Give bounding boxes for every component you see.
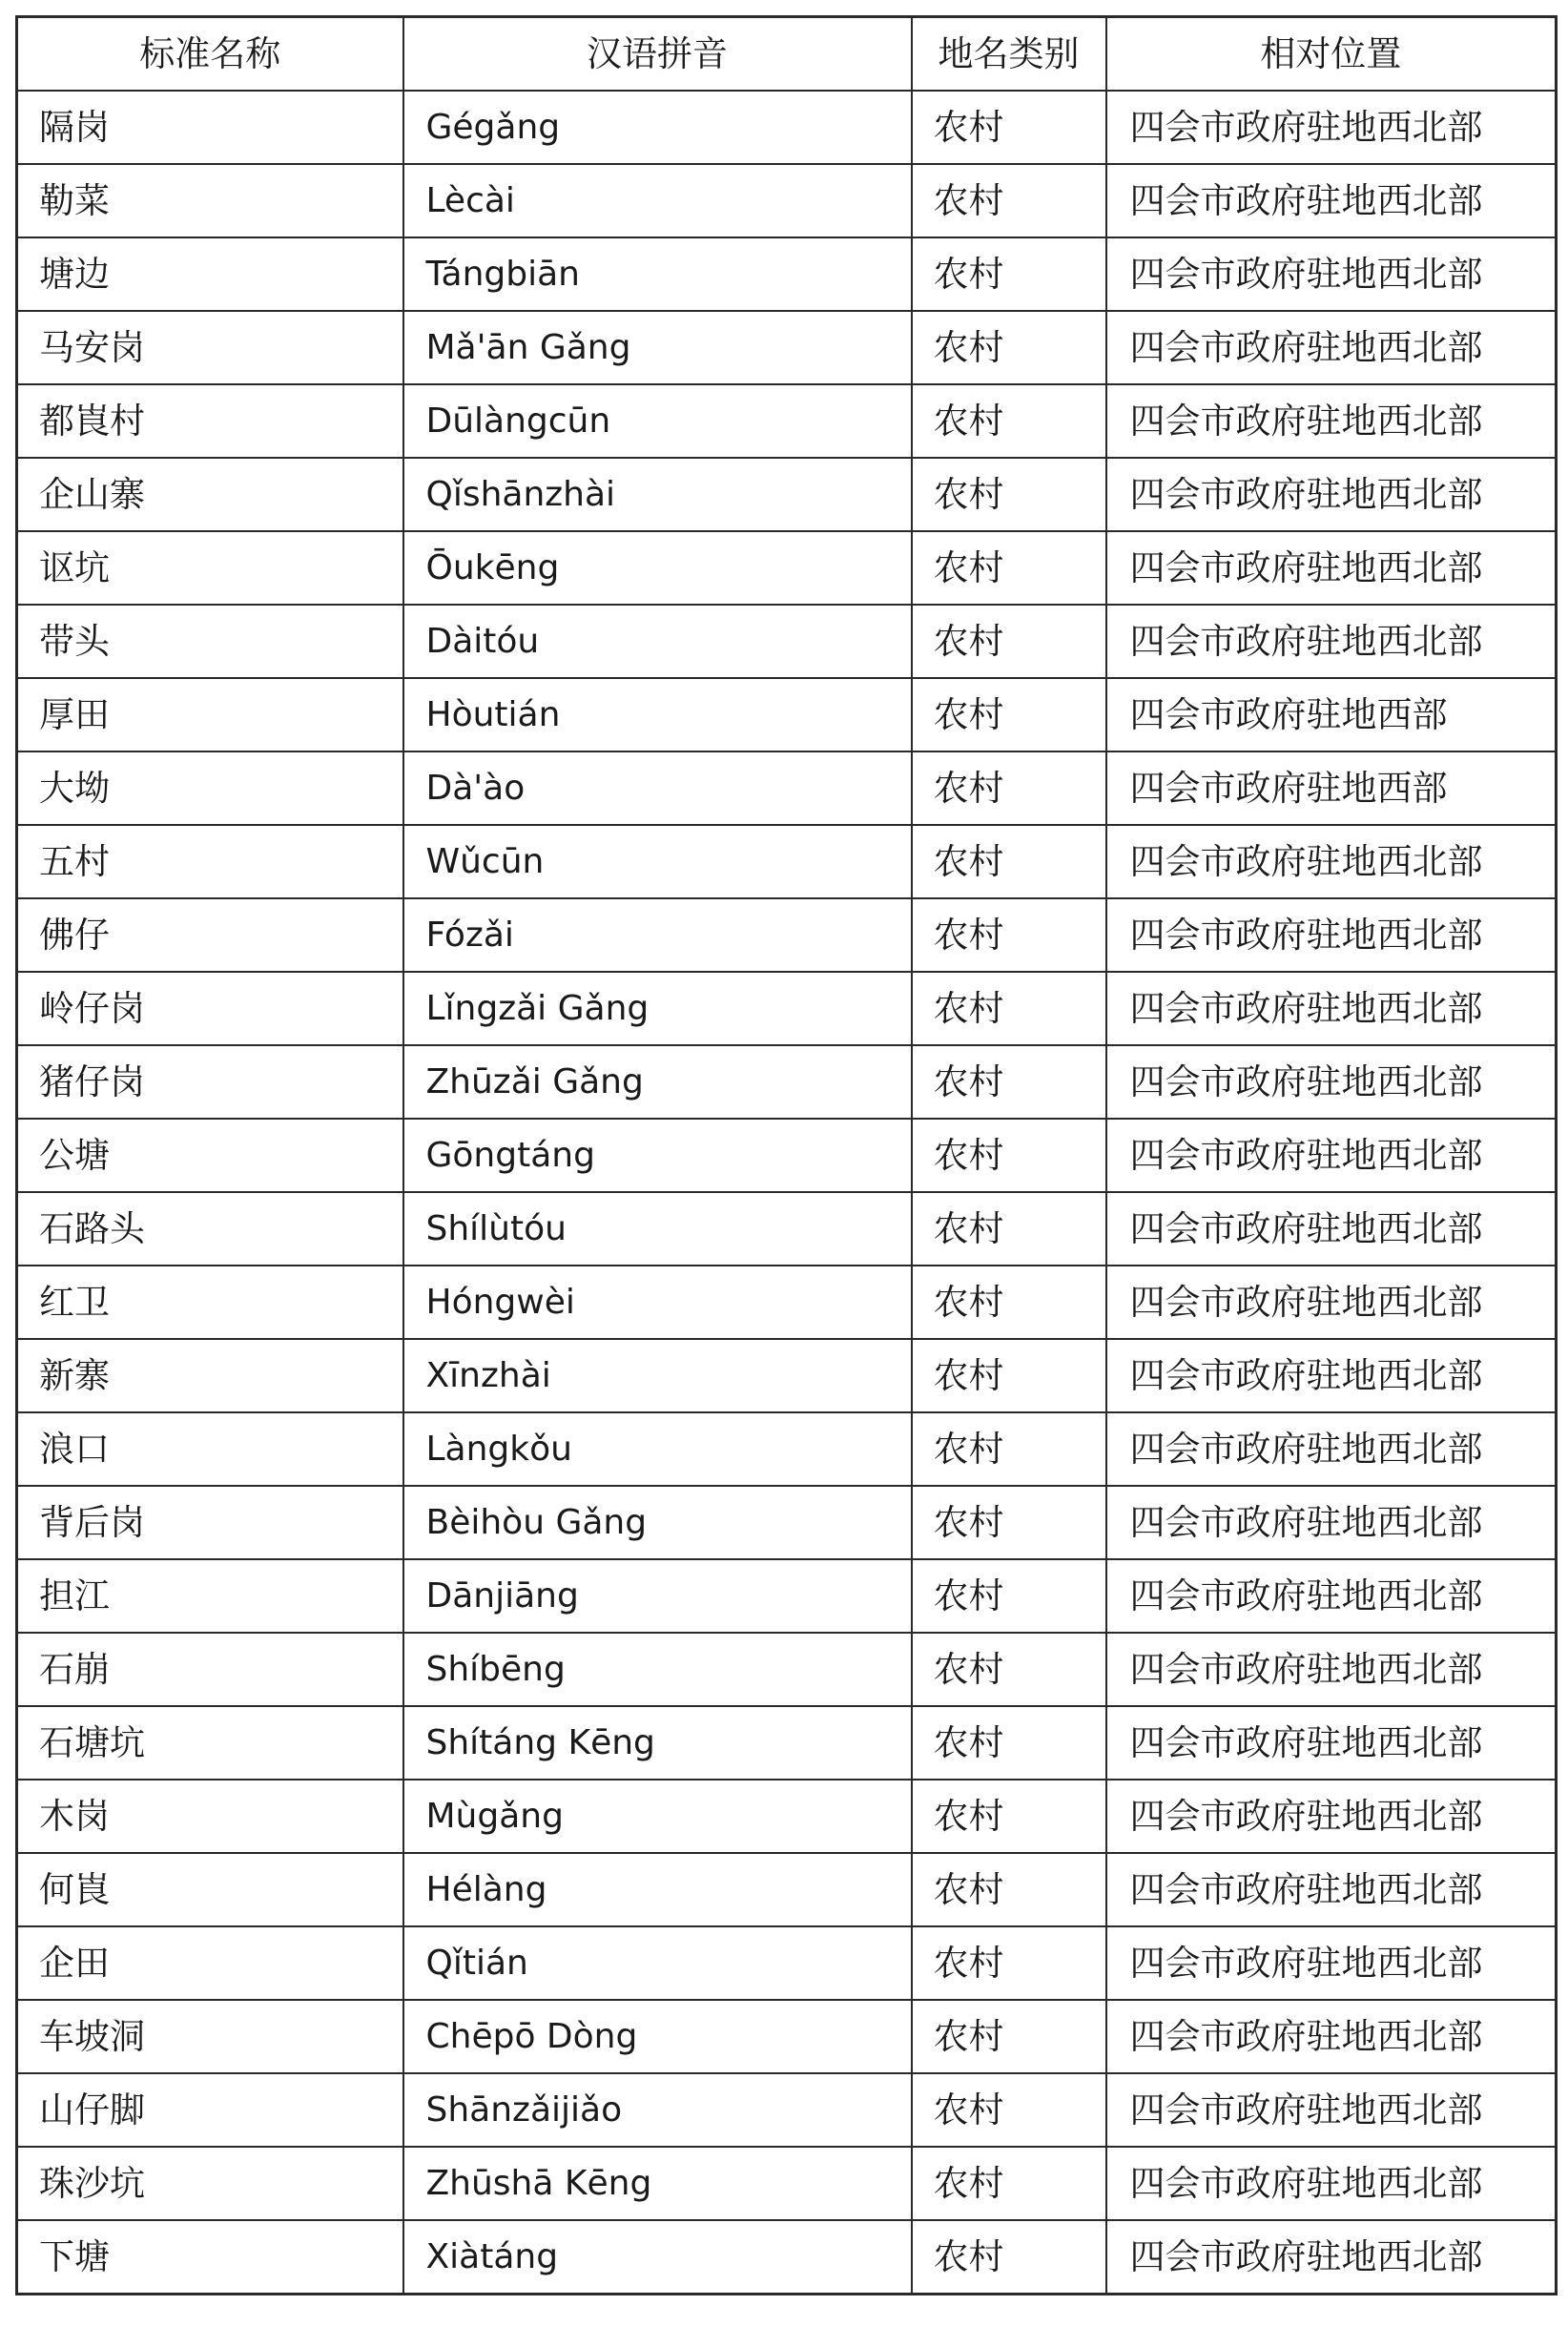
cell-relative-location: 四会市政府驻地西北部	[1106, 1486, 1557, 1559]
cell-pinyin: Bèihòu Gǎng	[403, 1486, 912, 1559]
cell-pinyin: Hélàng	[403, 1853, 912, 1926]
header-row	[17, 17, 1557, 92]
cell-relative-location: 四会市政府驻地西北部	[1106, 91, 1557, 164]
cell-relative-location: 四会市政府驻地西北部	[1106, 1633, 1557, 1706]
cell-category: 农村	[912, 751, 1106, 825]
cell-category: 农村	[912, 2073, 1106, 2147]
cell-standard-name: 何崀	[17, 1853, 403, 1926]
cell-pinyin: Hòutián	[403, 678, 912, 751]
cell-pinyin: Xiàtáng	[403, 2220, 912, 2295]
cell-standard-name: 带头	[17, 605, 403, 678]
cell-pinyin: Gōngtáng	[403, 1119, 912, 1192]
cell-pinyin: Hóngwèi	[403, 1266, 912, 1339]
header-standard-name: 标准名称	[17, 17, 403, 92]
cell-category: 农村	[912, 1339, 1106, 1412]
cell-pinyin: Qǐshānzhài	[403, 458, 912, 531]
cell-category: 农村	[912, 1486, 1106, 1559]
cell-category: 农村	[912, 1633, 1106, 1706]
cell-category: 农村	[912, 1412, 1106, 1486]
cell-standard-name: 五村	[17, 825, 403, 898]
cell-standard-name: 隔岗	[17, 91, 403, 164]
cell-standard-name: 讴坑	[17, 531, 403, 605]
cell-pinyin: Mǎ'ān Gǎng	[403, 311, 912, 384]
cell-relative-location: 四会市政府驻地西北部	[1106, 898, 1557, 972]
cell-standard-name: 公塘	[17, 1119, 403, 1192]
table-row	[17, 91, 1557, 164]
cell-category: 农村	[912, 1045, 1106, 1119]
cell-standard-name: 猪仔岗	[17, 1045, 403, 1119]
cell-category: 农村	[912, 1853, 1106, 1926]
table-row	[17, 1266, 1557, 1339]
table-row	[17, 531, 1557, 605]
cell-relative-location: 四会市政府驻地西部	[1106, 751, 1557, 825]
table-row	[17, 1706, 1557, 1780]
cell-standard-name: 浪口	[17, 1412, 403, 1486]
cell-relative-location: 四会市政府驻地西北部	[1106, 531, 1557, 605]
cell-relative-location: 四会市政府驻地西北部	[1106, 1412, 1557, 1486]
cell-category: 农村	[912, 2220, 1106, 2295]
cell-standard-name: 山仔脚	[17, 2073, 403, 2147]
table-row	[17, 605, 1557, 678]
cell-relative-location: 四会市政府驻地西北部	[1106, 1926, 1557, 2000]
cell-category: 农村	[912, 898, 1106, 972]
cell-category: 农村	[912, 678, 1106, 751]
cell-pinyin: Shítáng Kēng	[403, 1706, 912, 1780]
cell-pinyin: Chēpō Dòng	[403, 2000, 912, 2073]
cell-pinyin: Dàitóu	[403, 605, 912, 678]
cell-standard-name: 担江	[17, 1559, 403, 1633]
cell-pinyin: Lècài	[403, 164, 912, 237]
cell-standard-name: 岭仔岗	[17, 972, 403, 1045]
cell-category: 农村	[912, 384, 1106, 458]
cell-relative-location: 四会市政府驻地西北部	[1106, 1192, 1557, 1266]
table-row	[17, 2073, 1557, 2147]
table-row	[17, 2000, 1557, 2073]
cell-relative-location: 四会市政府驻地西北部	[1106, 2073, 1557, 2147]
cell-relative-location: 四会市政府驻地西北部	[1106, 164, 1557, 237]
cell-category: 农村	[912, 531, 1106, 605]
cell-relative-location: 四会市政府驻地西北部	[1106, 825, 1557, 898]
cell-relative-location: 四会市政府驻地西北部	[1106, 1706, 1557, 1780]
cell-relative-location: 四会市政府驻地西北部	[1106, 1266, 1557, 1339]
cell-standard-name: 下塘	[17, 2220, 403, 2295]
table-row	[17, 1853, 1557, 1926]
cell-relative-location: 四会市政府驻地西北部	[1106, 2000, 1557, 2073]
cell-category: 农村	[912, 825, 1106, 898]
table-row	[17, 972, 1557, 1045]
cell-category: 农村	[912, 1926, 1106, 2000]
table-row	[17, 898, 1557, 972]
table-row	[17, 237, 1557, 311]
cell-pinyin: Gégǎng	[403, 91, 912, 164]
cell-relative-location: 四会市政府驻地西北部	[1106, 1339, 1557, 1412]
cell-category: 农村	[912, 1780, 1106, 1853]
table-row	[17, 1486, 1557, 1559]
cell-pinyin: Zhūzǎi Gǎng	[403, 1045, 912, 1119]
cell-pinyin: Dānjiāng	[403, 1559, 912, 1633]
cell-standard-name: 厚田	[17, 678, 403, 751]
cell-relative-location: 四会市政府驻地西北部	[1106, 237, 1557, 311]
cell-standard-name: 石塘坑	[17, 1706, 403, 1780]
cell-category: 农村	[912, 972, 1106, 1045]
table-row	[17, 2220, 1557, 2295]
header-relative-location: 相对位置	[1106, 17, 1557, 92]
cell-standard-name: 木岗	[17, 1780, 403, 1853]
cell-category: 农村	[912, 237, 1106, 311]
cell-category: 农村	[912, 605, 1106, 678]
table-row	[17, 164, 1557, 237]
table-row	[17, 825, 1557, 898]
cell-relative-location: 四会市政府驻地西北部	[1106, 1559, 1557, 1633]
cell-standard-name: 大坳	[17, 751, 403, 825]
cell-relative-location: 四会市政府驻地西北部	[1106, 1780, 1557, 1853]
cell-relative-location: 四会市政府驻地西北部	[1106, 2220, 1557, 2295]
cell-relative-location: 四会市政府驻地西北部	[1106, 1045, 1557, 1119]
cell-relative-location: 四会市政府驻地西北部	[1106, 972, 1557, 1045]
table-row	[17, 1412, 1557, 1486]
cell-category: 农村	[912, 458, 1106, 531]
table-row	[17, 1780, 1557, 1853]
cell-category: 农村	[912, 311, 1106, 384]
cell-standard-name: 马安岗	[17, 311, 403, 384]
cell-pinyin: Tángbiān	[403, 237, 912, 311]
cell-standard-name: 企山寨	[17, 458, 403, 531]
cell-standard-name: 石路头	[17, 1192, 403, 1266]
table-row	[17, 1339, 1557, 1412]
cell-standard-name: 佛仔	[17, 898, 403, 972]
cell-pinyin: Wǔcūn	[403, 825, 912, 898]
cell-category: 农村	[912, 164, 1106, 237]
table-row	[17, 458, 1557, 531]
cell-relative-location: 四会市政府驻地西北部	[1106, 605, 1557, 678]
cell-pinyin: Dà'ào	[403, 751, 912, 825]
cell-relative-location: 四会市政府驻地西北部	[1106, 458, 1557, 531]
table-row	[17, 1926, 1557, 2000]
table-row	[17, 1192, 1557, 1266]
cell-category: 农村	[912, 1266, 1106, 1339]
cell-relative-location: 四会市政府驻地西北部	[1106, 384, 1557, 458]
header-pinyin: 汉语拼音	[403, 17, 912, 92]
place-name-table	[15, 15, 1558, 2295]
cell-relative-location: 四会市政府驻地西北部	[1106, 311, 1557, 384]
cell-standard-name: 都崀村	[17, 384, 403, 458]
cell-category: 农村	[912, 1559, 1106, 1633]
cell-category: 农村	[912, 1119, 1106, 1192]
table-row	[17, 2147, 1557, 2220]
table-row	[17, 751, 1557, 825]
table-row	[17, 678, 1557, 751]
table-body	[17, 91, 1557, 2295]
cell-category: 农村	[912, 2147, 1106, 2220]
cell-pinyin: Mùgǎng	[403, 1780, 912, 1853]
cell-pinyin: Làngkǒu	[403, 1412, 912, 1486]
cell-standard-name: 车坡洞	[17, 2000, 403, 2073]
table-row	[17, 1633, 1557, 1706]
table-row	[17, 311, 1557, 384]
cell-category: 农村	[912, 91, 1106, 164]
cell-pinyin: Qǐtián	[403, 1926, 912, 2000]
cell-pinyin: Shílùtóu	[403, 1192, 912, 1266]
cell-pinyin: Dūlàngcūn	[403, 384, 912, 458]
table-row	[17, 1559, 1557, 1633]
cell-category: 农村	[912, 1192, 1106, 1266]
cell-relative-location: 四会市政府驻地西部	[1106, 678, 1557, 751]
cell-relative-location: 四会市政府驻地西北部	[1106, 2147, 1557, 2220]
cell-category: 农村	[912, 2000, 1106, 2073]
cell-standard-name: 塘边	[17, 237, 403, 311]
cell-pinyin: Ōukēng	[403, 531, 912, 605]
table-row	[17, 1045, 1557, 1119]
cell-pinyin: Shānzǎijiǎo	[403, 2073, 912, 2147]
cell-standard-name: 企田	[17, 1926, 403, 2000]
table-row	[17, 384, 1557, 458]
cell-standard-name: 背后岗	[17, 1486, 403, 1559]
cell-pinyin: Xīnzhài	[403, 1339, 912, 1412]
cell-relative-location: 四会市政府驻地西北部	[1106, 1119, 1557, 1192]
table-row	[17, 1119, 1557, 1192]
cell-category: 农村	[912, 1706, 1106, 1780]
cell-standard-name: 红卫	[17, 1266, 403, 1339]
cell-pinyin: Zhūshā Kēng	[403, 2147, 912, 2220]
cell-standard-name: 新寨	[17, 1339, 403, 1412]
cell-relative-location: 四会市政府驻地西北部	[1106, 1853, 1557, 1926]
cell-pinyin: Lǐngzǎi Gǎng	[403, 972, 912, 1045]
cell-standard-name: 珠沙坑	[17, 2147, 403, 2220]
cell-standard-name: 勒菜	[17, 164, 403, 237]
cell-standard-name: 石崩	[17, 1633, 403, 1706]
table-header	[17, 17, 1557, 92]
cell-pinyin: Shíbēng	[403, 1633, 912, 1706]
cell-pinyin: Fózǎi	[403, 898, 912, 972]
header-category: 地名类别	[912, 17, 1106, 92]
